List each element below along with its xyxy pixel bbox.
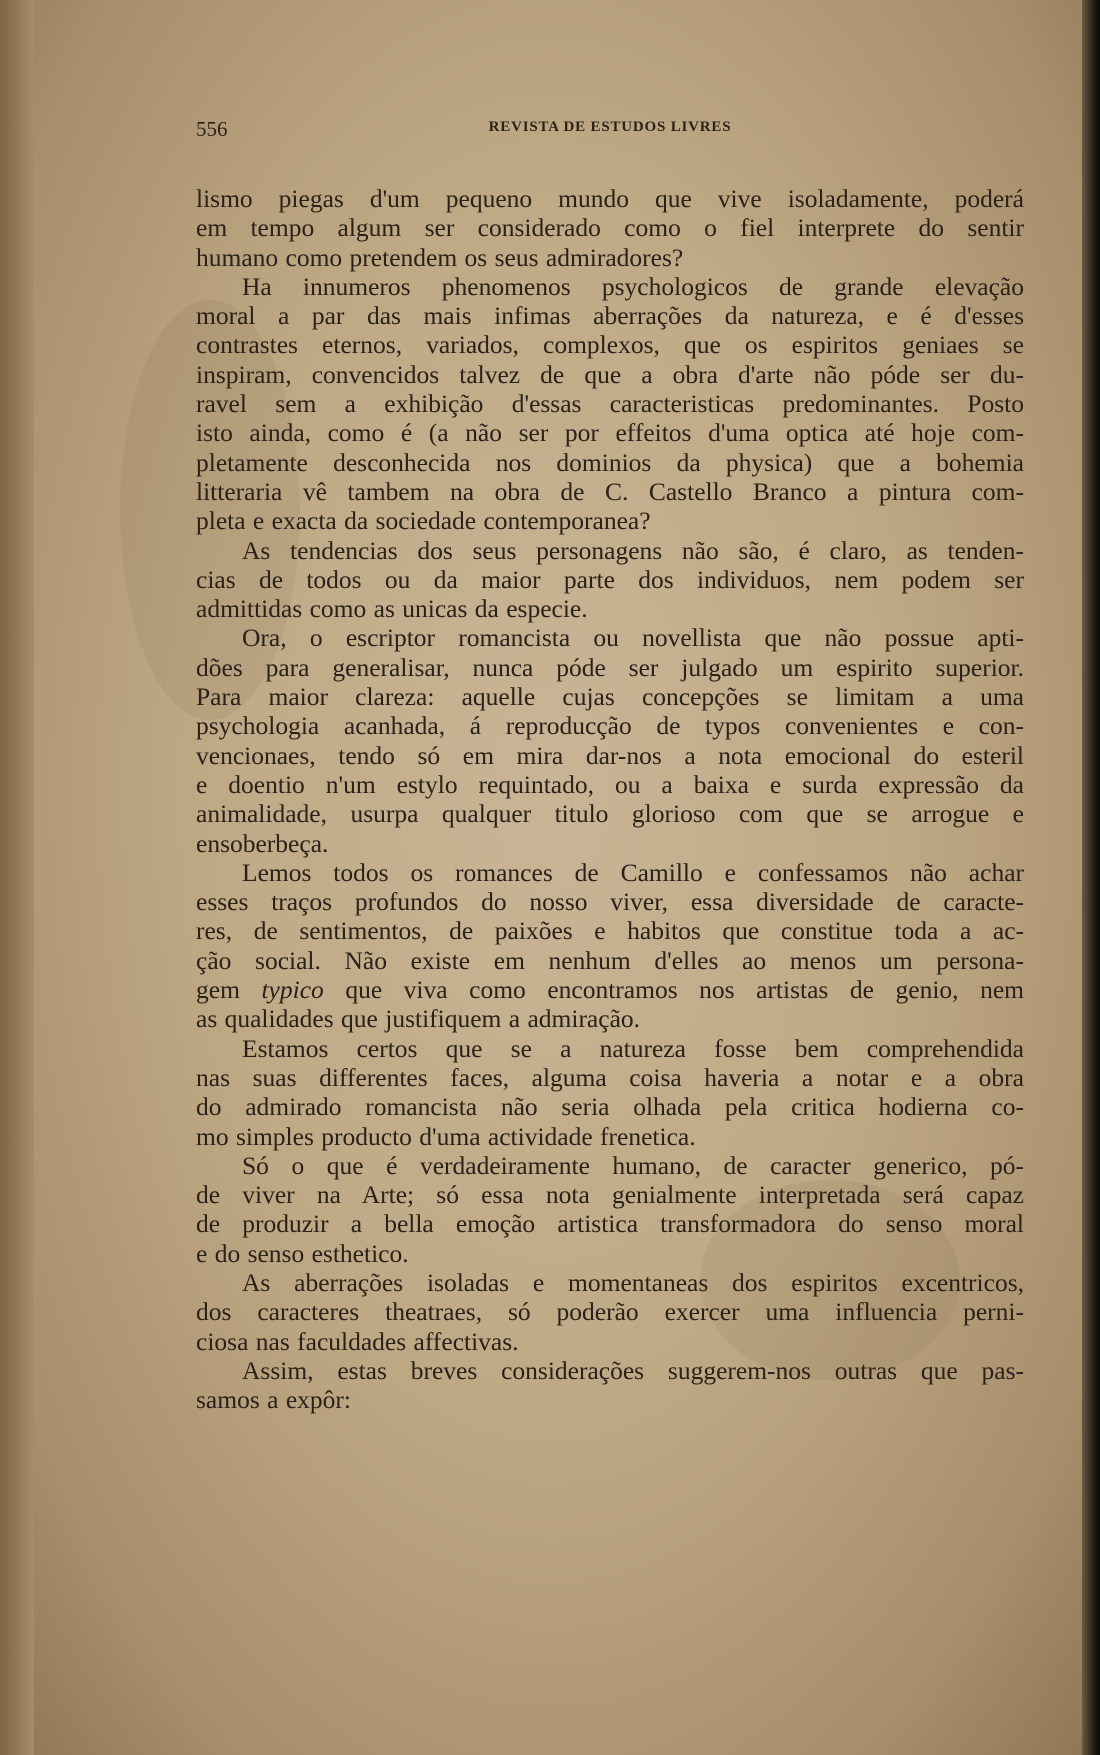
text-line: mo simples producto d'uma actividade frenetica. [196,1121,696,1151]
text-line: vencionaes, tendo só em mira dar-nos a nota emocional do esteril [196,740,1024,770]
text-line: e do senso esthetico. [196,1238,409,1268]
text-line: admittidas como as unicas da especie. [196,594,588,624]
text-line: litteraria vê tambem na obra de C. Castello Branco a pintura com- [196,476,1024,506]
text-line: inspiram, convencidos talvez de que a obra d'arte não póde ser du- [196,359,1024,389]
text-line: lismo piegas d'um pequeno mundo que vive isoladamente, poderá [196,184,1024,213]
text-line: em tempo algum ser considerado como o fiel interprete do sentir [196,213,1024,243]
text-line: dos caracteres theatraes, só poderão exercer uma influencia perni- [196,1297,1024,1327]
text-line: dões para generalisar, nunca póde ser julgado um espirito superior. [196,652,1024,682]
text-line: Para maior clareza: aquelle cujas concepções se limitam a uma [196,682,1024,712]
line-fragment: que viva como encontramos nos artistas de genio, nem [345,975,1024,1005]
text-line: Lemos todos os romances de Camillo e confessamos não achar [242,857,1024,887]
text-line: Só o que é verdadeiramente humano, de caracter generico, pó- [242,1150,1024,1180]
text-line: cias de todos ou da maior parte dos individuos, nem podem ser [196,564,1024,594]
text-line: moral a par das mais infimas aberrações da natureza, e é d'esses [196,301,1024,331]
text-line: ção social. Não existe em nenhum d'elles ao menos um persona- [196,945,1024,975]
text-line: res, de sentimentos, de paixões e habitos que constitue toda a ac- [196,916,1024,946]
text-line: contrastes eternos, variados, complexos, que os espiritos geniaes se [196,330,1024,360]
text-line: ensoberbeça. [196,828,329,858]
text-line: Assim, estas breves considerações suggerem-nos outras que pas- [242,1355,1024,1385]
text-line: psychologia acanhada, á reproducção de typos convenientes e con- [196,711,1024,741]
text-line-mixed [196,975,1024,1004]
text-line: pleta e exacta da sociedade contemporanea? [196,506,651,536]
text-line: As aberrações isoladas e momentaneas dos espiritos excentricos, [242,1267,1024,1297]
line-fragment: gem [196,975,240,1005]
text-line: Ha innumeros phenomenos psychologicos de grande elevação [242,271,1024,301]
page-number: 556 [196,117,228,141]
running-title: REVISTA DE ESTUDOS LIVRES [488,119,732,135]
text-line: esses traços profundos do nosso viver, essa diversidade de caracte- [196,887,1024,917]
text-line: de viver na Arte; só essa nota genialmente interpretada será capaz [196,1180,1024,1210]
text-line: de produzir a bella emoção artistica transformadora do senso moral [196,1209,1024,1239]
text-line: Ora, o escriptor romancista ou novellista que não possue apti- [242,623,1024,653]
italic-word: typico [261,975,324,1005]
text-line: ciosa nas faculdades affectivas. [196,1326,519,1356]
text-line: samos a expôr: [196,1385,351,1415]
text-line: Estamos certos que se a natureza fosse bem comprehendida [242,1033,1024,1063]
body-text [196,184,1024,1414]
text-line: do admirado romancista não seria olhada pela critica hodierna co- [196,1092,1024,1122]
text-line: e doentio n'um estylo requintado, ou a baixa e surda expressão da [196,769,1024,799]
page-left-edge [0,0,34,1755]
text-line: isto ainda, como é (a não ser por effeitos d'uma optica até hoje com- [196,418,1024,448]
page-right-edge [1082,0,1100,1755]
text-line: as qualidades que justifiquem a admiração. [196,1004,641,1034]
text-line: nas suas differentes faces, alguma coisa haveria a notar e a obra [196,1062,1024,1092]
text-line: ravel sem a exhibição d'essas caracteristicas predominantes. Posto [196,389,1024,419]
text-line: pletamente desconhecida nos dominios da physica) que a bohemia [196,447,1024,477]
text-line: As tendencias dos seus personagens não são, é claro, as tenden- [242,535,1024,565]
page-header [196,115,1024,145]
text-line: animalidade, usurpa qualquer titulo glorioso com que se arrogue e [196,799,1024,829]
text-line: humano como pretendem os seus admiradores? [196,242,684,272]
